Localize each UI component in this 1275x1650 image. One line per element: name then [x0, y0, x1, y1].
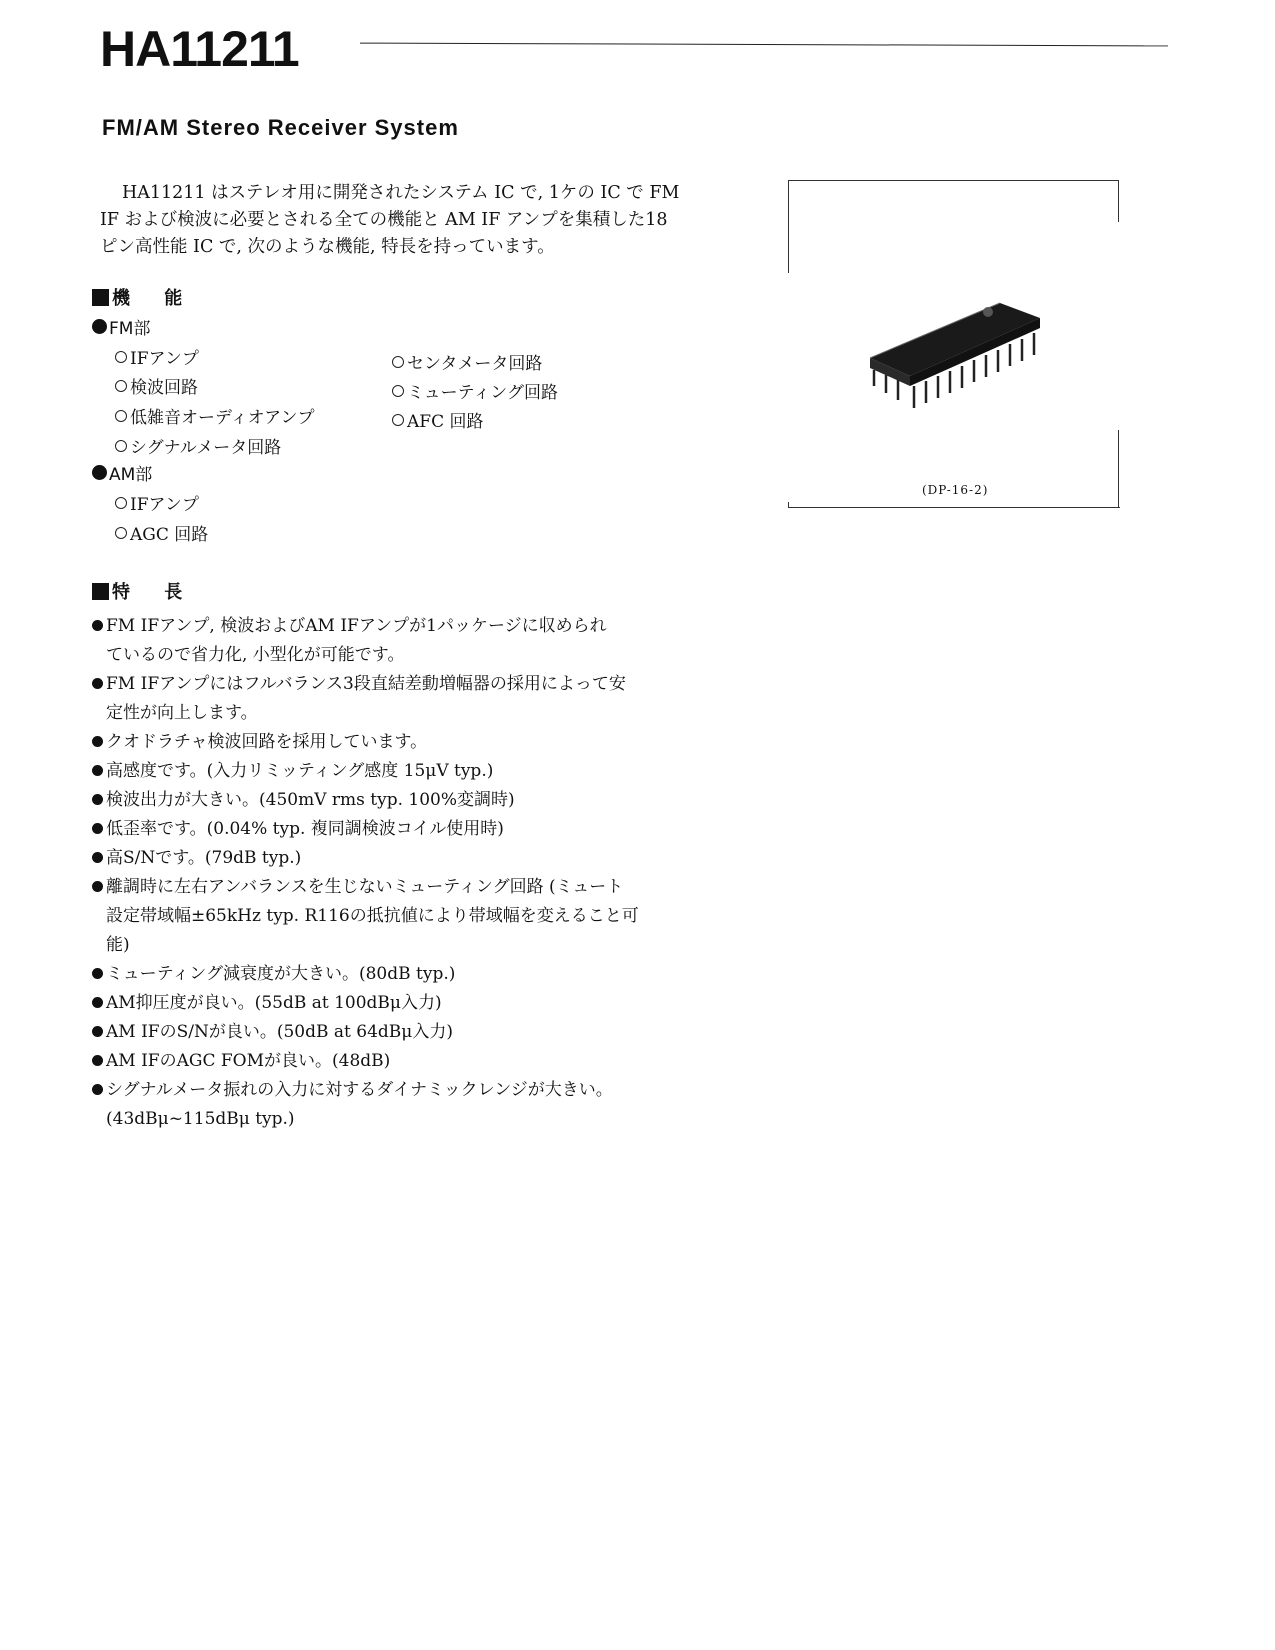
function-item: [392, 378, 558, 403]
feature-text: 低歪率です。(0.04% typ. 複同調検波コイル使用時): [106, 819, 504, 839]
functions-heading: [92, 284, 196, 310]
circle-bullet-icon: [392, 385, 404, 397]
feature-text: 能): [106, 935, 130, 955]
round-bullet-icon: [92, 1055, 103, 1066]
function-item: [115, 344, 199, 369]
intro-paragraph: [100, 180, 760, 261]
function-item: [115, 433, 281, 458]
feature-text: 定性が向上します。: [106, 703, 258, 723]
intro-line: ピン高性能 IC で, 次のような機能, 特長を持っています。: [100, 237, 555, 257]
feature-item: [92, 989, 752, 1018]
function-item-label: センタメータ回路: [407, 354, 543, 374]
feature-text: 高S/Nです。(79dB typ.): [106, 848, 302, 868]
round-bullet-icon: [92, 794, 103, 805]
round-bullet-icon: [92, 881, 103, 892]
am-section-label: AM部: [109, 465, 153, 485]
function-item-label: AFC 回路: [407, 412, 484, 432]
function-item-label: シグナルメータ回路: [130, 438, 282, 458]
round-bullet-icon: [92, 620, 103, 631]
fm-section-heading: [92, 314, 150, 339]
feature-item: [92, 815, 752, 844]
function-item: [115, 373, 198, 398]
function-item: [115, 490, 199, 515]
feature-text: シグナルメータ振れの入力に対するダイナミックレンジが大きい。: [106, 1080, 613, 1100]
circle-bullet-icon: [115, 380, 127, 392]
feature-text: FM IFアンプにはフルバランス3段直結差動増幅器の採用によって安: [106, 674, 626, 694]
square-bullet-icon: [92, 289, 109, 306]
feature-item: [92, 670, 752, 728]
function-item: [392, 349, 542, 374]
dip-ic-package-icon: [860, 298, 1050, 428]
function-item: [392, 407, 483, 432]
function-item-label: ミューティング回路: [407, 383, 558, 403]
function-item: [115, 403, 314, 428]
feature-item: [92, 844, 752, 873]
circle-bullet-icon: [115, 497, 127, 509]
part-number-title: HA11211: [100, 21, 299, 77]
functions-heading-label: 機 能: [112, 288, 197, 309]
circle-bullet-icon: [115, 527, 127, 539]
function-item: [115, 520, 208, 545]
round-bullet-icon: [92, 968, 103, 979]
function-item-label: 低雑音オーディオアンプ: [130, 408, 315, 428]
square-bullet-icon: [92, 583, 109, 600]
feature-text: AM IFのS/Nが良い。(50dB at 64dBμ入力): [106, 1022, 453, 1042]
feature-text: AM IFのAGC FOMが良い。(48dB): [106, 1051, 391, 1071]
round-bullet-icon: [92, 319, 107, 334]
round-bullet-icon: [92, 736, 103, 747]
feature-item: [92, 1018, 752, 1047]
feature-item: [92, 960, 752, 989]
feature-text: 検波出力が大きい。(450mV rms typ. 100%変調時): [106, 790, 515, 810]
round-bullet-icon: [92, 465, 107, 480]
document-subtitle: FM/AM Stereo Receiver System: [102, 115, 459, 140]
feature-item: [92, 1047, 752, 1076]
features-heading-label: 特 長: [112, 582, 197, 603]
feature-text: FM IFアンプ, 検波およびAM IFアンプが1パッケージに収められ: [106, 616, 607, 636]
intro-line: IF および検波に必要とされる全ての機能と AM IF アンプを集積した18: [100, 210, 668, 230]
fm-section-label: FM部: [109, 319, 151, 339]
round-bullet-icon: [92, 823, 103, 834]
intro-line: HA11211 はステレオ用に開発されたシステム IC で, 1ケの IC で FM: [122, 183, 680, 203]
round-bullet-icon: [92, 997, 103, 1008]
circle-bullet-icon: [115, 351, 127, 363]
feature-item: [92, 728, 752, 757]
feature-text: ミューティング減衰度が大きい。(80dB typ.): [106, 964, 456, 984]
function-item-label: IFアンプ: [130, 495, 199, 515]
am-section-heading: [92, 460, 152, 485]
circle-bullet-icon: [392, 414, 404, 426]
feature-text: 高感度です。(入力リミッティング感度 15μV typ.): [106, 761, 494, 781]
function-item-label: AGC 回路: [130, 525, 209, 545]
title-rule: [360, 43, 1168, 47]
circle-bullet-icon: [115, 410, 127, 422]
function-item-label: 検波回路: [130, 378, 198, 398]
round-bullet-icon: [92, 678, 103, 689]
features-heading: [92, 578, 196, 604]
round-bullet-icon: [92, 1026, 103, 1037]
round-bullet-icon: [92, 765, 103, 776]
feature-text: (43dBμ~115dBμ typ.): [106, 1109, 295, 1129]
feature-text: ているので省力化, 小型化が可能です。: [106, 645, 405, 665]
function-item-label: IFアンプ: [130, 349, 199, 369]
feature-item: [92, 612, 752, 670]
feature-item: [92, 873, 752, 960]
feature-item: [92, 786, 752, 815]
feature-text: クオドラチャ検波回路を採用しています。: [106, 732, 428, 752]
feature-text: 設定帯域幅±65kHz typ. R116の抵抗値により帯域幅を変えること可: [106, 906, 639, 926]
circle-bullet-icon: [392, 356, 404, 368]
package-caption: (DP-16-2): [922, 483, 989, 497]
features-list: [92, 612, 752, 1134]
round-bullet-icon: [92, 852, 103, 863]
feature-item: [92, 1076, 752, 1134]
feature-text: AM抑圧度が良い。(55dB at 100dBμ入力): [106, 993, 442, 1013]
feature-text: 離調時に左右アンバランスを生じないミューティング回路 (ミュート: [106, 877, 624, 897]
circle-bullet-icon: [115, 440, 127, 452]
feature-item: [92, 757, 752, 786]
round-bullet-icon: [92, 1084, 103, 1095]
